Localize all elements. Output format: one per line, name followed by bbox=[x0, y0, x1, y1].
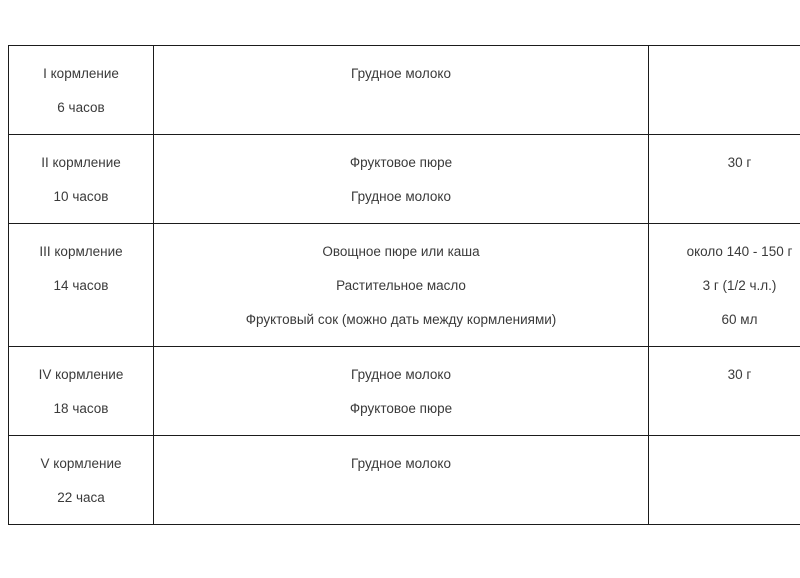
cell-line: 22 часа bbox=[57, 490, 105, 505]
feeding-schedule-table-container bbox=[8, 45, 793, 525]
food-cell bbox=[154, 347, 649, 436]
amount-cell bbox=[649, 135, 800, 224]
cell-line: 14 часов bbox=[53, 278, 109, 293]
cell-line: III кормление bbox=[39, 244, 123, 259]
feeding-cell bbox=[9, 46, 154, 135]
cell-line: Фруктовый сок (можно дать между кормлениями) bbox=[245, 312, 557, 327]
amount-cell bbox=[649, 224, 800, 347]
feeding-cell bbox=[9, 135, 154, 224]
amount-cell bbox=[649, 436, 800, 525]
amount-cell bbox=[649, 46, 800, 135]
feeding-cell bbox=[9, 436, 154, 525]
food-cell bbox=[154, 436, 649, 525]
cell-line: 10 часов bbox=[53, 189, 109, 204]
cell-line: Грудное молоко bbox=[351, 189, 451, 204]
cell-line: 6 часов bbox=[57, 100, 105, 115]
feeding-cell bbox=[9, 224, 154, 347]
table-row bbox=[9, 347, 800, 436]
feeding-schedule-table bbox=[8, 45, 800, 525]
cell-line: 60 мл bbox=[721, 312, 758, 327]
feeding-table-body bbox=[9, 46, 800, 525]
cell-line: Фруктовое пюре bbox=[349, 401, 453, 416]
table-row bbox=[9, 224, 800, 347]
food-cell bbox=[154, 224, 649, 347]
cell-line: 3 г (1/2 ч.л.) bbox=[702, 278, 777, 293]
cell-line: около 140 - 150 г bbox=[686, 244, 793, 259]
cell-line: Грудное молоко bbox=[351, 367, 451, 382]
cell-line: Фруктовое пюре bbox=[349, 155, 453, 170]
table-row bbox=[9, 135, 800, 224]
cell-line: Растительное масло bbox=[336, 278, 466, 293]
feeding-cell bbox=[9, 347, 154, 436]
food-cell bbox=[154, 135, 649, 224]
cell-line: Грудное молоко bbox=[351, 456, 451, 471]
cell-line: 30 г bbox=[727, 367, 752, 382]
table-row bbox=[9, 436, 800, 525]
cell-line: 18 часов bbox=[53, 401, 109, 416]
food-cell bbox=[154, 46, 649, 135]
cell-line: II кормление bbox=[41, 155, 121, 170]
cell-line: V кормление bbox=[40, 456, 122, 471]
cell-line: Овощное пюре или каша bbox=[322, 244, 480, 259]
cell-line: IV кормление bbox=[38, 367, 124, 382]
amount-cell bbox=[649, 347, 800, 436]
table-row bbox=[9, 46, 800, 135]
cell-line: 30 г bbox=[727, 155, 752, 170]
cell-line: Грудное молоко bbox=[351, 66, 451, 81]
cell-line: I кормление bbox=[43, 66, 119, 81]
